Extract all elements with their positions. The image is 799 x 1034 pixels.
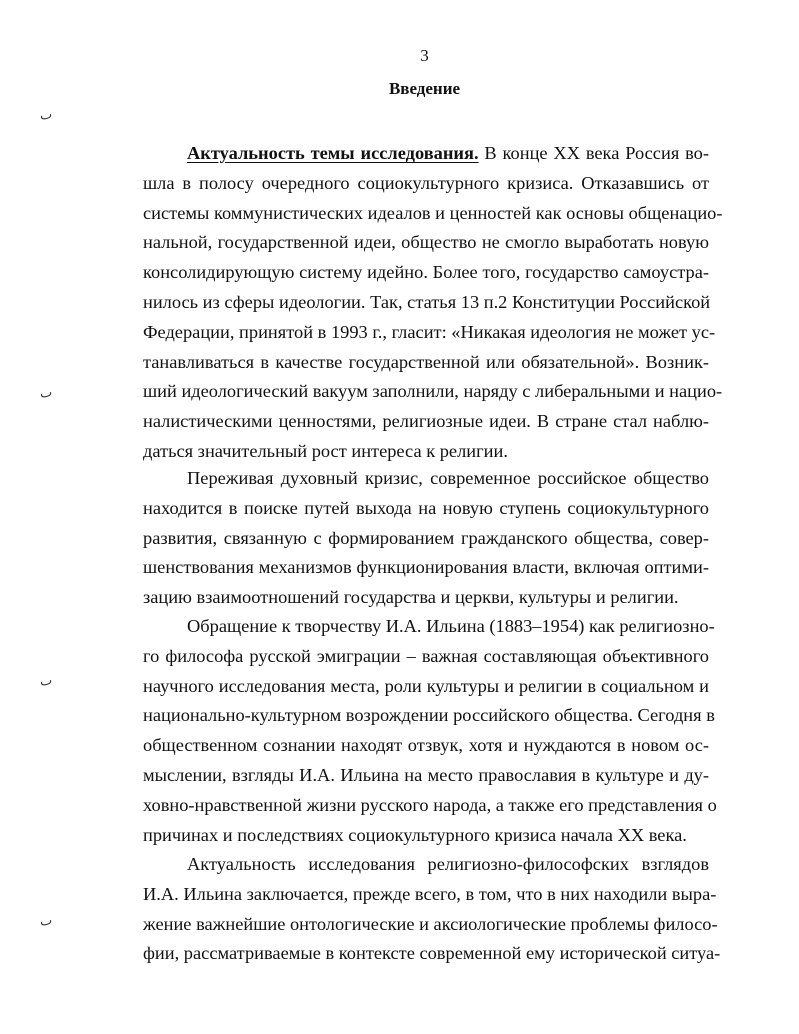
- paragraph-line: шла в полосу очередного социокультурного кризиса. Отказавшись от: [143, 172, 709, 193]
- paragraph-line: нальной, государственной идеи, общество не смогло выработать новую: [143, 232, 709, 253]
- page-number: 3: [420, 46, 429, 65]
- section-heading: Введение: [388, 79, 461, 98]
- paragraph-line: танавливаться в качестве государственной или обязательной». Возник-: [143, 351, 709, 372]
- paragraph-line: общественном сознании находят отзвук, хотя и нуждаются в новом ос-: [143, 735, 709, 756]
- paragraph-line: консолидирующую систему идейно. Более того, государство самоустра-: [143, 262, 709, 283]
- paragraph-line: ший идеологический вакуум заполнили, наряду с либеральными и нацио-: [143, 381, 723, 402]
- paragraph-line: национально-культурном возрождении российского общества. Сегодня в: [143, 705, 715, 726]
- paragraph-line: фии, рассматриваемые в контексте современной ему исторической ситуа-: [143, 943, 721, 964]
- paragraph-line: находится в поиске путей выхода на новую ступень социокультурного: [143, 497, 709, 518]
- paragraph-line: нилось из сферы идеологии. Так, статья 13 п.2 Конституции Российской: [143, 291, 711, 312]
- paragraph-relevance: [143, 139, 723, 467]
- paragraph-line: [143, 139, 709, 169]
- paragraph-line: И.А. Ильина заключается, прежде всего, в том, что в них находили выра-: [143, 883, 717, 904]
- paragraph-line: го философа русской эмиграции – важная составляющая объективного: [143, 645, 709, 666]
- paragraph-line: Обращение к творчеству И.А. Ильина (1883–1954) как религиозно-: [187, 616, 715, 636]
- paragraph-ilyin: [143, 612, 717, 850]
- margin-mark: ٮ: [39, 107, 54, 124]
- paragraph-crisis: [143, 464, 709, 613]
- paragraph-line: налистическими ценностями, религиозные идеи. В стране стал наблю-: [143, 411, 709, 432]
- paragraph-line: шенствования механизмов функционирования власти, включая оптими-: [143, 557, 709, 578]
- paragraph-line: научного исследования места, роли культуры и религии в социальном и: [143, 675, 709, 696]
- paragraph-line: причинах и последствиях социокультурного кризиса начала XX века.: [143, 824, 687, 845]
- paragraph-line: жение важнейшие онтологические и аксиологические проблемы филосо-: [143, 913, 718, 934]
- paragraph-line: Переживая духовный кризис, современное российское общество: [187, 468, 709, 488]
- margin-mark: ٮ: [39, 913, 54, 930]
- paragraph-line: зацию взаимоотношений государства и церкви, культуры и религии.: [143, 587, 679, 608]
- margin-mark: ٮ: [39, 385, 54, 402]
- relevance-lead: Актуальность темы исследования.: [187, 143, 479, 163]
- paragraph-line: мыслении, взгляды И.А. Ильина на место православия в культуре и ду-: [143, 764, 709, 785]
- paragraph-line: развития, связанную с формированием гражданского общества, совер-: [143, 527, 709, 548]
- paragraph-line: даться значительный рост интереса к религии.: [143, 440, 508, 461]
- margin-mark: ٮ: [39, 673, 54, 690]
- paragraph-line: ховно-нравственной жизни русского народа, а также его представления о: [143, 794, 717, 815]
- line-text: В конце XX века Россия во-: [478, 143, 709, 163]
- paragraph-line: Актуальность исследования религиозно-философских взглядов: [187, 854, 709, 874]
- paragraph-line: Федерации, принятой в 1993 г., гласит: «Никакая идеология не может ус-: [143, 321, 716, 342]
- paragraph-philosophy: [143, 850, 721, 969]
- paragraph-line: системы коммунистических идеалов и ценностей как основы общенацио-: [143, 202, 723, 223]
